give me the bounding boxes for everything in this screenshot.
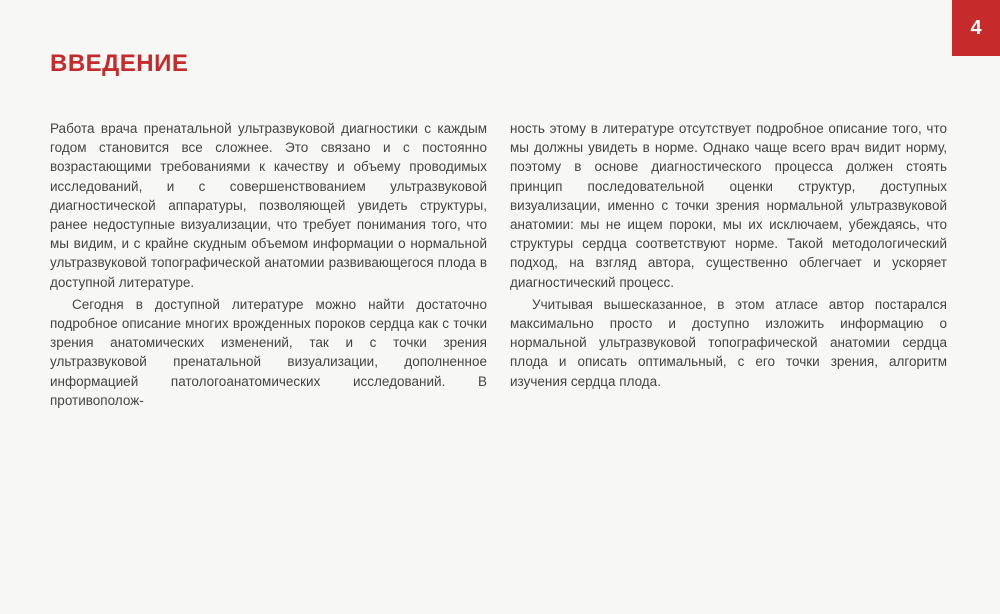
paragraph: Работа врача пренатальной ультразвуковой диагностики с каждым годом становится все сложнее. Это связано и с постоянно возрастающими требованиями к качеству и объему проводимых исследований, и с совершенствованием ультразвуковой диагностической аппаратуры, позволяющей увидеть структуры, ранее недоступные визуализации, что требует понимания того, что мы видим, и с крайне скудным объемом информации о нормальной ультразвуковой топографической анатомии развивающегося плода в доступной литературе.	[50, 121, 487, 290]
section-heading: ВВЕДЕНИЕ	[50, 50, 189, 77]
page-number-badge	[952, 0, 1000, 56]
right-text-column	[510, 119, 947, 391]
paragraph: Сегодня в доступной литературе можно найти достаточно подробное описание многих врожденных пороков сердца как с точки зрения анатомических изменений, так и с точки зрения ультразвуковой пренатальной визуализации, дополненное информацией патологоанатомических исследований. В противополож-	[50, 296, 487, 408]
page-number: 4	[970, 16, 982, 39]
paragraph: ность этому в литературе отсутствует подробное описание того, что мы должны увидеть в норме. Однако чаще всего врач видит норму, поэтому в основе диагностического процесса должен стоять принцип последовательной оценки структур, доступных визуализации, именно с точки зрения нормальной ультразвуковой анатомии: мы не ищем пороки, мы их исключаем, убеждаясь, что структуры сердца соответствуют норме. Такой методологический подход, на взгляд автора, существенно облегчает и ускоряет диагностический процесс.	[510, 121, 947, 290]
paragraph: Учитывая вышесказанное, в этом атласе автор постарался максимально просто и доступно изложить информацию о нормальной ультразвуковой топографической анатомии сердца плода и описать оптимальный, с его точки зрения, алгоритм изучения сердца плода.	[510, 296, 947, 389]
left-text-column	[50, 119, 487, 410]
